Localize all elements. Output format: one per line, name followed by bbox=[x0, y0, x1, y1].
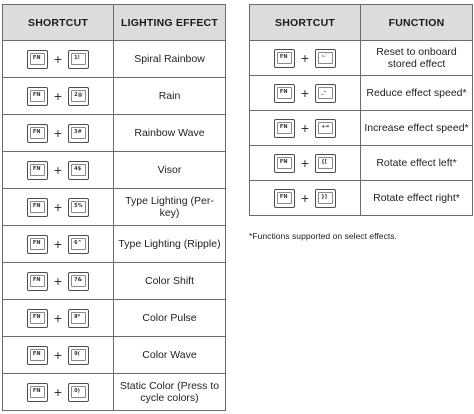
fn-key-icon bbox=[27, 309, 48, 328]
plus-sign: + bbox=[300, 84, 310, 101]
shortcut-cell bbox=[3, 189, 114, 226]
effect-name: Static Color (Press to cycle colors) bbox=[114, 374, 226, 411]
plus-sign: + bbox=[300, 119, 310, 136]
fn-key-icon-label: FN bbox=[30, 53, 45, 65]
key-combination bbox=[250, 189, 360, 208]
fn-key-icon bbox=[27, 124, 48, 143]
function-row bbox=[250, 146, 473, 181]
fn-key-icon-label: FN bbox=[30, 275, 45, 287]
effect-name: Rainbow Wave bbox=[114, 115, 226, 152]
key-combination bbox=[3, 198, 113, 217]
plus-sign: + bbox=[53, 235, 63, 252]
key-icon-label: 1! bbox=[71, 53, 86, 65]
effect-name: Type Lighting (Per-key) bbox=[114, 189, 226, 226]
function-table bbox=[249, 4, 473, 216]
shortcut-cell bbox=[3, 300, 114, 337]
lighting-effect-column-header: LIGHTING EFFECT bbox=[114, 5, 226, 41]
function-row bbox=[250, 111, 473, 146]
function-column-header: FUNCTION bbox=[361, 5, 473, 41]
lighting-effect-row bbox=[3, 374, 226, 411]
function-name: Reduce effect speed* bbox=[361, 76, 473, 111]
function-name: Rotate effect right* bbox=[361, 181, 473, 216]
shortcut-cell bbox=[250, 181, 361, 216]
fn-key-icon bbox=[274, 189, 295, 208]
key-icon bbox=[68, 50, 89, 69]
shortcut-cell bbox=[3, 78, 114, 115]
key-icon bbox=[68, 235, 89, 254]
fn-key-icon-label: FN bbox=[30, 90, 45, 102]
shortcut-cell bbox=[3, 115, 114, 152]
fn-key-icon bbox=[27, 50, 48, 69]
lighting-effect-table bbox=[2, 4, 226, 411]
plus-sign: + bbox=[53, 346, 63, 363]
lighting-effect-row bbox=[3, 78, 226, 115]
plus-sign: + bbox=[53, 198, 63, 215]
lighting-effect-row bbox=[3, 337, 226, 374]
effect-name: Type Lighting (Ripple) bbox=[114, 226, 226, 263]
function-row bbox=[250, 76, 473, 111]
fn-key-icon-label: FN bbox=[277, 87, 292, 99]
lighting-effect-rows bbox=[3, 41, 226, 411]
shortcut-cell bbox=[250, 146, 361, 181]
key-icon bbox=[315, 84, 336, 103]
effect-name: Spiral Rainbow bbox=[114, 41, 226, 78]
key-icon bbox=[315, 189, 336, 208]
function-row bbox=[250, 41, 473, 76]
key-icon-label: ~` bbox=[318, 52, 333, 64]
key-icon-label: 0) bbox=[71, 386, 86, 398]
fn-key-icon bbox=[274, 154, 295, 173]
key-combination bbox=[250, 119, 360, 138]
key-icon bbox=[315, 49, 336, 68]
key-icon bbox=[68, 161, 89, 180]
fn-key-icon-label: FN bbox=[30, 238, 45, 250]
function-name: Increase effect speed* bbox=[361, 111, 473, 146]
key-combination bbox=[250, 154, 360, 173]
plus-sign: + bbox=[53, 383, 63, 400]
function-name: Rotate effect left* bbox=[361, 146, 473, 181]
fn-key-icon-label: FN bbox=[277, 122, 292, 134]
key-icon bbox=[315, 154, 336, 173]
key-combination bbox=[3, 346, 113, 365]
function-row bbox=[250, 181, 473, 216]
fn-key-icon-label: FN bbox=[30, 127, 45, 139]
function-name: Reset to onboard stored effect bbox=[361, 41, 473, 76]
fn-key-icon bbox=[27, 346, 48, 365]
key-icon-label: 8* bbox=[71, 312, 86, 324]
key-icon-label: }] bbox=[318, 192, 333, 204]
key-combination bbox=[3, 161, 113, 180]
fn-key-icon bbox=[27, 198, 48, 217]
shortcut-column-header: SHORTCUT bbox=[3, 5, 114, 41]
key-combination bbox=[3, 50, 113, 69]
shortcut-cell bbox=[3, 374, 114, 411]
function-rows bbox=[250, 41, 473, 216]
key-combination bbox=[3, 272, 113, 291]
key-icon-label: 7& bbox=[71, 275, 86, 287]
key-icon-label: {[ bbox=[318, 157, 333, 169]
plus-sign: + bbox=[53, 161, 63, 178]
key-icon bbox=[68, 383, 89, 402]
key-icon-label: 4$ bbox=[71, 164, 86, 176]
key-combination bbox=[250, 49, 360, 68]
effect-name: Rain bbox=[114, 78, 226, 115]
lighting-effect-row bbox=[3, 300, 226, 337]
plus-sign: + bbox=[300, 189, 310, 206]
plus-sign: + bbox=[53, 124, 63, 141]
key-icon-label: += bbox=[318, 122, 333, 134]
shortcut-cell bbox=[3, 263, 114, 300]
lighting-effect-row bbox=[3, 152, 226, 189]
key-icon bbox=[68, 272, 89, 291]
key-icon bbox=[68, 87, 89, 106]
lighting-effect-row bbox=[3, 41, 226, 78]
key-icon-label: 9( bbox=[71, 349, 86, 361]
key-icon-label: 5% bbox=[71, 201, 86, 213]
key-icon bbox=[68, 309, 89, 328]
key-icon-label: 2@ bbox=[71, 90, 86, 102]
key-icon-label: 3# bbox=[71, 127, 86, 139]
lighting-effect-row bbox=[3, 226, 226, 263]
lighting-effect-row bbox=[3, 263, 226, 300]
effect-name: Color Shift bbox=[114, 263, 226, 300]
key-icon bbox=[315, 119, 336, 138]
effect-name: Color Pulse bbox=[114, 300, 226, 337]
fn-key-icon-label: FN bbox=[277, 192, 292, 204]
lighting-effect-row bbox=[3, 189, 226, 226]
plus-sign: + bbox=[53, 272, 63, 289]
fn-key-icon bbox=[27, 87, 48, 106]
fn-key-icon-label: FN bbox=[30, 349, 45, 361]
fn-key-icon-label: FN bbox=[30, 312, 45, 324]
fn-key-icon bbox=[27, 235, 48, 254]
plus-sign: + bbox=[53, 87, 63, 104]
fn-key-icon-label: FN bbox=[277, 52, 292, 64]
fn-key-icon-label: FN bbox=[277, 157, 292, 169]
shortcut-cell bbox=[250, 111, 361, 146]
key-icon-label: 6^ bbox=[71, 238, 86, 250]
key-combination bbox=[3, 235, 113, 254]
shortcut-cell bbox=[3, 41, 114, 78]
key-combination bbox=[3, 87, 113, 106]
key-icon bbox=[68, 124, 89, 143]
fn-key-icon-label: FN bbox=[30, 386, 45, 398]
plus-sign: + bbox=[300, 154, 310, 171]
fn-key-icon bbox=[274, 84, 295, 103]
lighting-effect-row bbox=[3, 115, 226, 152]
plus-sign: + bbox=[300, 49, 310, 66]
key-icon bbox=[68, 198, 89, 217]
shortcut-cell bbox=[3, 337, 114, 374]
key-icon bbox=[68, 346, 89, 365]
effect-name: Visor bbox=[114, 152, 226, 189]
plus-sign: + bbox=[53, 309, 63, 326]
fn-key-icon-label: FN bbox=[30, 201, 45, 213]
plus-sign: + bbox=[53, 50, 63, 67]
fn-key-icon bbox=[274, 119, 295, 138]
fn-key-icon bbox=[274, 49, 295, 68]
shortcut-cell bbox=[3, 152, 114, 189]
key-combination bbox=[3, 309, 113, 328]
key-combination bbox=[250, 84, 360, 103]
fn-key-icon-label: FN bbox=[30, 164, 45, 176]
key-combination bbox=[3, 124, 113, 143]
fn-key-icon bbox=[27, 272, 48, 291]
shortcut-cell bbox=[250, 76, 361, 111]
shortcut-column-header: SHORTCUT bbox=[250, 5, 361, 41]
footnote: *Functions supported on select effects. bbox=[249, 231, 397, 241]
shortcut-cell bbox=[250, 41, 361, 76]
shortcut-cell bbox=[3, 226, 114, 263]
key-combination bbox=[3, 383, 113, 402]
key-icon-label: _– bbox=[318, 87, 333, 99]
effect-name: Color Wave bbox=[114, 337, 226, 374]
fn-key-icon bbox=[27, 383, 48, 402]
fn-key-icon bbox=[27, 161, 48, 180]
